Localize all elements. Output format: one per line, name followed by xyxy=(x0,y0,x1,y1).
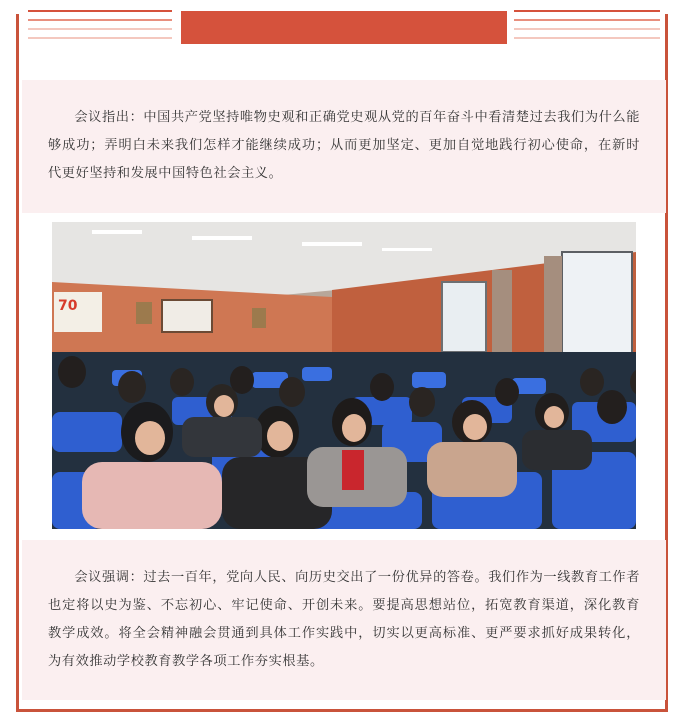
screen xyxy=(162,300,212,332)
right-decorative-lines xyxy=(514,10,660,46)
meeting-photo xyxy=(52,222,636,529)
header-banner-block xyxy=(181,11,507,44)
window-2 xyxy=(562,252,632,367)
banner-number: 70 xyxy=(58,298,78,314)
lecture-hall-illustration xyxy=(52,222,636,529)
left-decorative-lines xyxy=(28,10,172,46)
paragraph-1: 会议指出：中国共产党坚持唯物史观和正确党史观从党的百年奋斗中看清楚过去我们为什么能够成功；弄明白未来我们怎样才能继续成功；从而更加坚定、更加自觉地践行初心使命，在新时代更好坚持和发展中国特色社会主义。 xyxy=(48,110,640,181)
text-panel-2 xyxy=(22,540,666,700)
window-1 xyxy=(442,282,486,352)
paragraph-2: 会议强调：过去一百年，党向人民、向历史交出了一份优异的答卷。我们作为一线教育工作者也定将以史为鉴、不忘初心、牢记使命、开创未来。要提高思想站位，拓宽教育渠道，深化教育教学成效。将全会精神融会贯通到具体工作实践中，切实以更高标准、更严要求抓好成果转化，为有效推动学校教育教学各项工作夯实根基。 xyxy=(48,570,640,669)
text-panel-1 xyxy=(22,80,666,213)
